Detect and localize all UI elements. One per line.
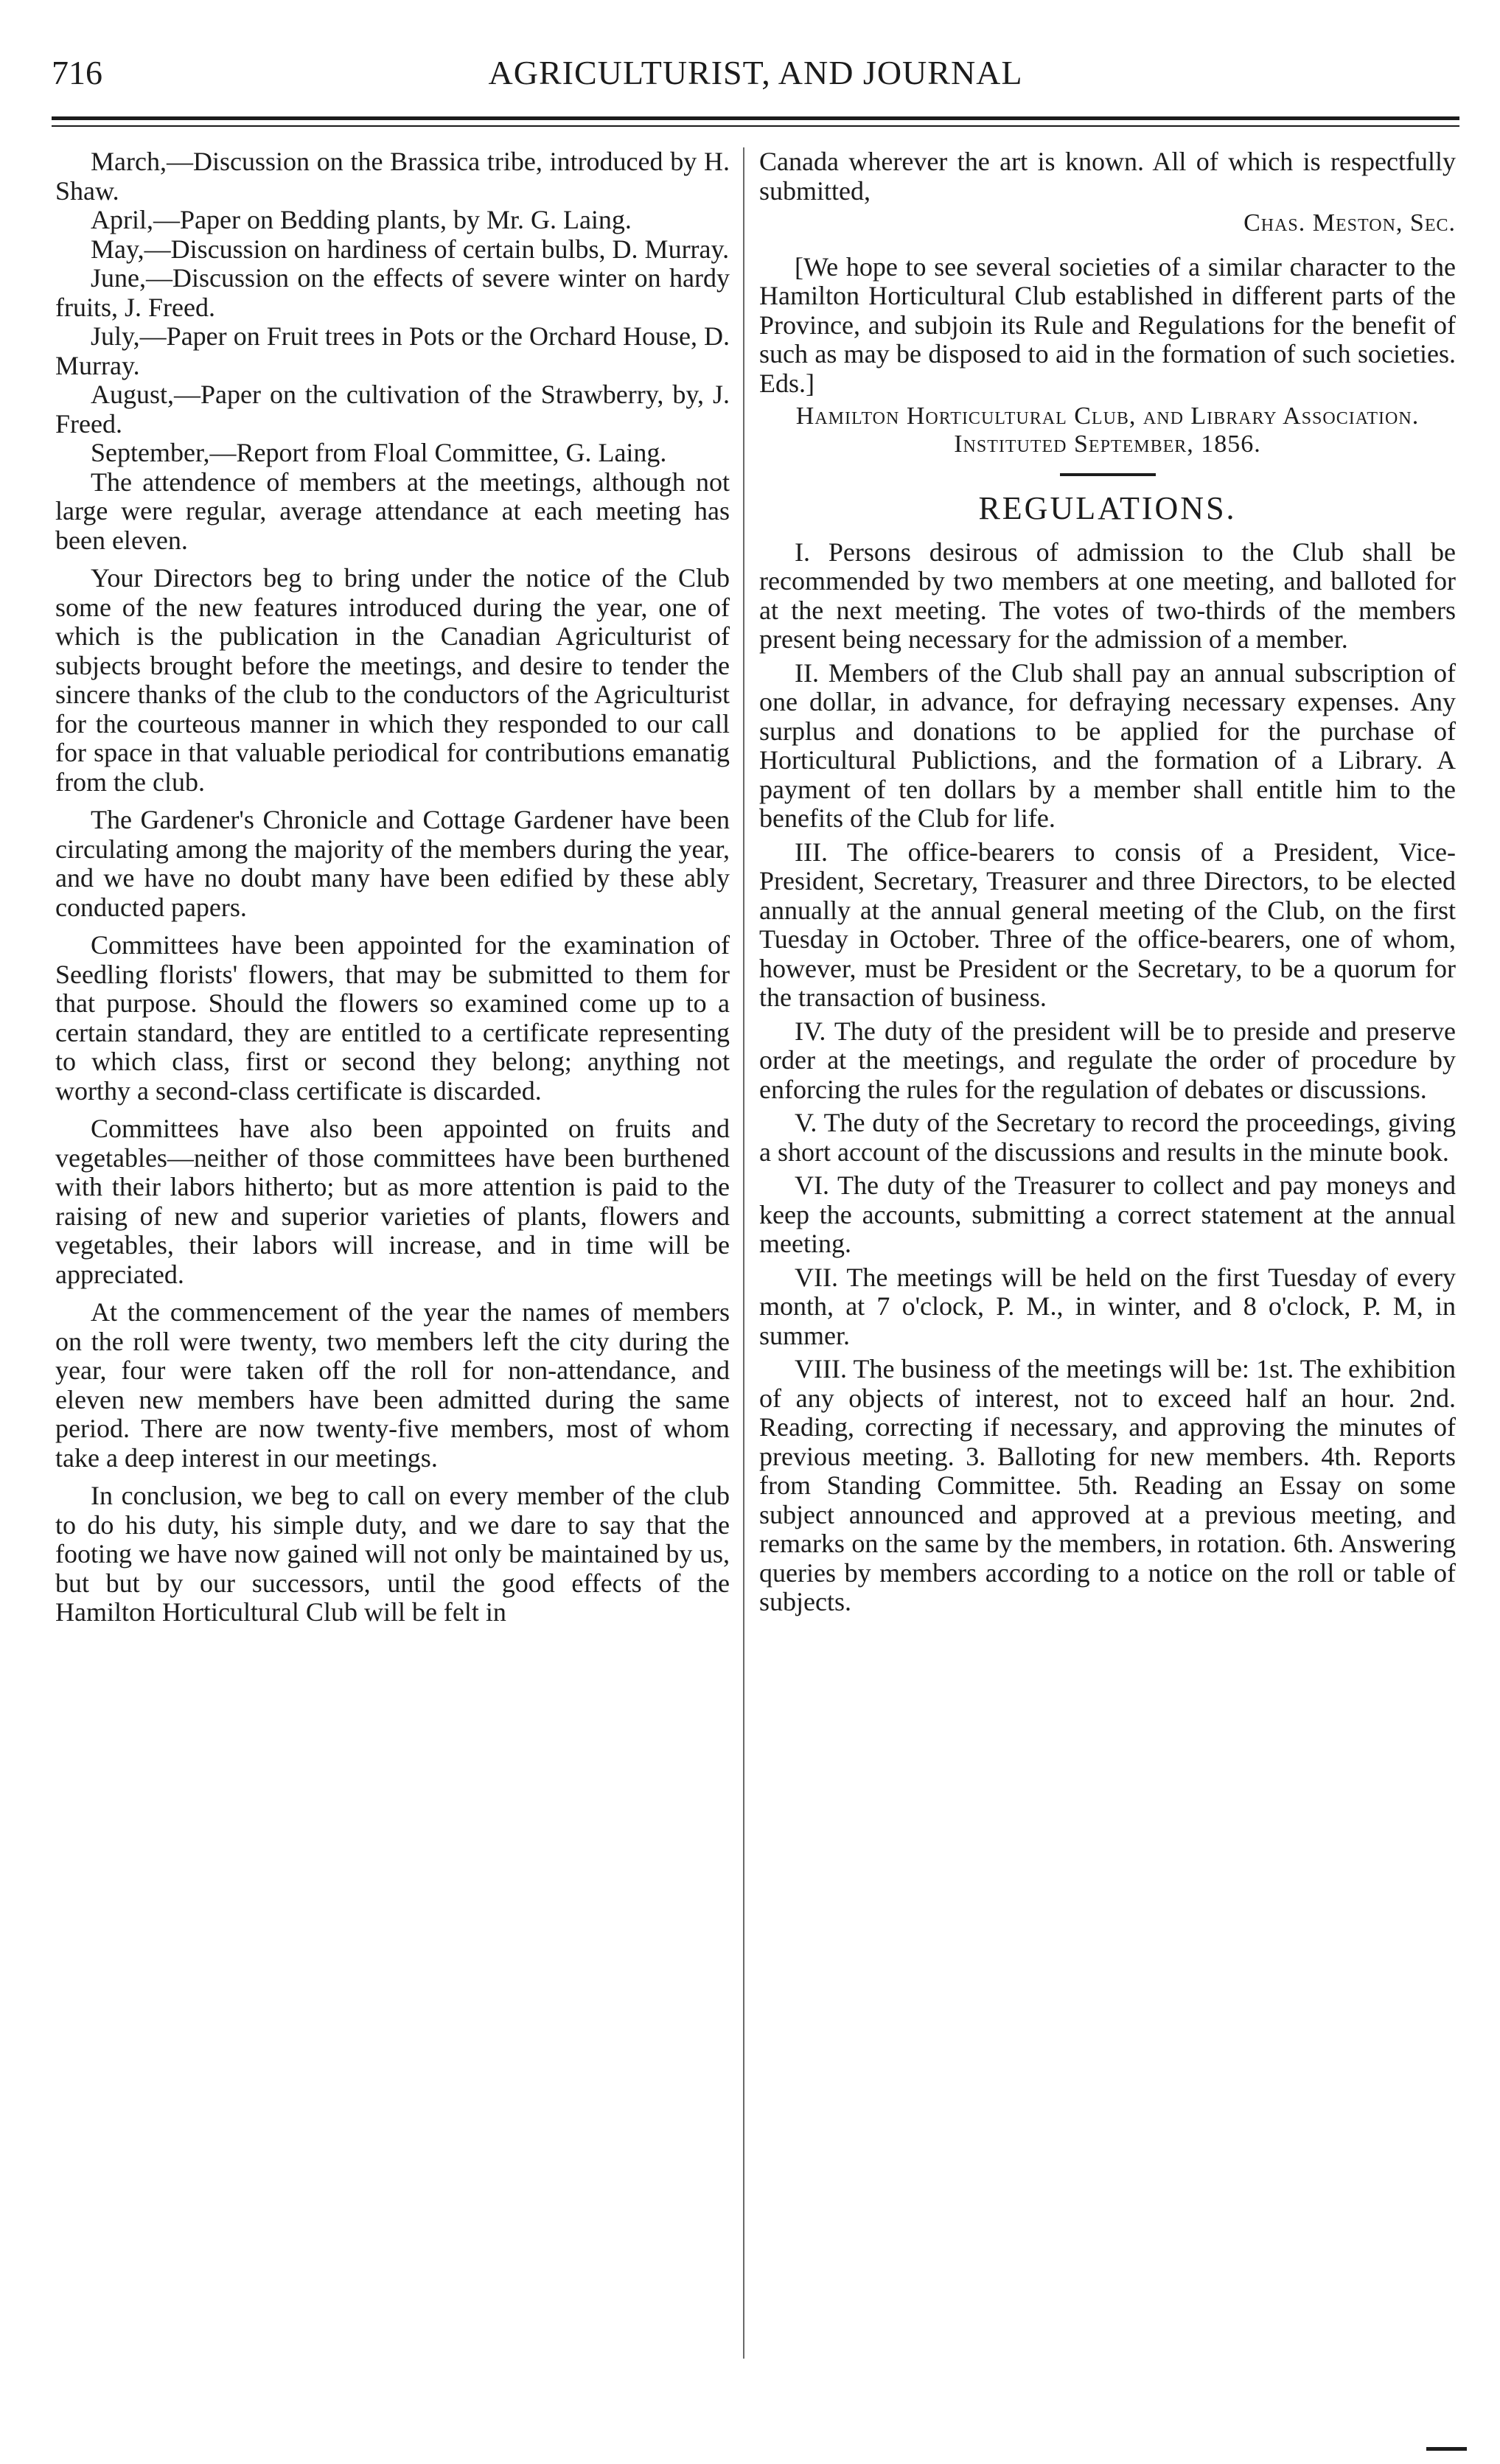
- paragraph: The Gardener's Chronicle and Cottage Gardener have been circulating among the majority of the members during the year, and we have no doubt many have been edified by these ably conducted papers.: [55, 805, 730, 922]
- right-column: [759, 147, 1456, 1622]
- regulation-item: VI. The duty of the Treasurer to collect and pay moneys and keep the accounts, submitting a correct statement at the annual meeting.: [759, 1170, 1456, 1258]
- regulation-item: VIII. The business of the meetings will be: 1st. The exhibition of any objects of interest, not to exceed half an hour. 2nd. Reading, correcting if necessary, and approving the minutes of previous meeting. 3. Balloting for new members. 4th. Reports from Standing Committee. 5th. Reading an Essay on some subject announced and approved at a previous meeting, and remarks on the same by the members, in rotation. 6th. Answering queries by members according to a notice on the roll or table of subjects.: [759, 1354, 1456, 1616]
- editors-note: [We hope to see several societies of a similar character to the Hamilton Horticultural Club established in different parts of the Province, and subjoin its Rule and Regulations for the benefit of such as may be disposed to aid in the formation of such societies. Eds.]: [759, 251, 1456, 398]
- column-divider: [743, 147, 744, 2359]
- regulations-heading: REGULATIONS.: [978, 490, 1237, 526]
- regulation-item: III. The office-bearers to consis of a President, Vice-President, Secretary, Treasurer and three Directors, to be elected annually at the annual general meeting of the Club, on the first Tuesday in October. Three of the office-bearers, one of whom, however, must be President or the Secretary, to be a quorum for the transaction of business.: [759, 837, 1456, 1012]
- section-rule: [1060, 473, 1156, 476]
- paragraph: Committees have been appointed for the examination of Seedling florists' flowers, that may be submitted to them for that purpose. Should the flowers so examined come up to a certain standard, they are entitled to a certificate representing to which class, first or second they belong; anything not worthy a second-class certificate is discarded.: [55, 930, 730, 1106]
- page-number: 716: [52, 54, 102, 91]
- list-item: April,—Paper on Bedding plants, by Mr. G. Laing.: [91, 205, 632, 234]
- bottom-rule: [1426, 2447, 1467, 2451]
- paragraph: In conclusion, we beg to call on every member of the club to do his duty, his simple duty, and we dare to say that the footing we have now gained will not only be maintained by us, but but by our successors, until the good effects of the Hamilton Horticultural Club will be felt in: [55, 1481, 730, 1627]
- list-item: August,—Paper on the cultivation of the Strawberry, by, J. Freed.: [55, 380, 730, 439]
- paragraph: The attendence of members at the meetings, although not large were regular, average attendance at each meeting has been eleven.: [55, 467, 730, 555]
- page-header: [52, 53, 1459, 105]
- regulation-item: II. Members of the Club shall pay an annual subscription of one dollar, in advance, for defraying necessary expenses. Any surplus and donations to be applied for the purchase of Horticultural Publictions, and the formation of a Library. A payment of ten dollars by a member shall entitle him to the benefits of the Club for life.: [759, 657, 1456, 833]
- header-rule-thin: [52, 125, 1459, 127]
- paragraph: Committees have also been appointed on fruits and vegetables—neither of those committees have been burthened with their labors hitherto; but as more attention is paid to the raising of new and superior varieties of plants, flowers and vegetables, their labors will increase, and in time will be appreciated.: [55, 1114, 730, 1289]
- regulation-item: VII. The meetings will be held on the first Tuesday of every month, at 7 o'clock, P. M., in winter, and 8 o'clock, P. M, in summer.: [759, 1262, 1456, 1350]
- signature: Chas. Meston, Sec.: [1243, 209, 1456, 237]
- paragraph: Your Directors beg to bring under the notice of the Club some of the new features introduced during the year, one of which is the publication in the Canadian Agriculturist of subjects brought before the meetings, and desire to tender the sincere thanks of the club to the conductors of the Agriculturist for the courteous manner in which they responded to our call for space in that valuable periodical for contributions emanatig from the club.: [55, 563, 730, 797]
- left-column: [55, 147, 730, 1632]
- paragraph: At the commencement of the year the names of members on the roll were twenty, two members left the city during the year, four were taken off the roll for non-attendance, and eleven new members have been admitted during the same period. There are now twenty-five members, most of whom take a deep interest in our meetings.: [55, 1297, 730, 1473]
- list-item: March,—Discussion on the Brassica tribe, introduced by H. Shaw.: [55, 147, 730, 206]
- header-rule-thick: [52, 116, 1459, 120]
- regulation-item: IV. The duty of the president will be to preside and preserve order at the meetings, and regulate the order of procedure by enforcing the rules for the regulation of debates or discussions.: [759, 1016, 1456, 1104]
- report-continuation: Canada wherever the art is known. All of which is respectfully submitted,: [759, 147, 1456, 206]
- list-item: June,—Discussion on the effects of severe winter on hardy fruits, J. Freed.: [55, 263, 730, 322]
- regulation-item: V. The duty of the Secretary to record the proceedings, giving a short account of the discussions and results in the minute book.: [759, 1108, 1456, 1167]
- list-item: September,—Report from Floal Committee, G. Laing.: [91, 438, 667, 467]
- list-item: May,—Discussion on hardiness of certain bulbs, D. Murray.: [91, 234, 730, 264]
- regulation-item: I. Persons desirous of admission to the Club shall be recommended by two members at one meeting, and balloted for at the next meeting. The votes of two-thirds of the members present being necessary for the admission of a member.: [759, 537, 1456, 654]
- list-item: July,—Paper on Fruit trees in Pots or the Orchard House, D. Murray.: [55, 321, 730, 380]
- running-title: AGRICULTURIST, AND JOURNAL: [488, 54, 1023, 91]
- institution-line: Hamilton Horticultural Club, and Library Association. Instituted September, 1856.: [795, 402, 1420, 458]
